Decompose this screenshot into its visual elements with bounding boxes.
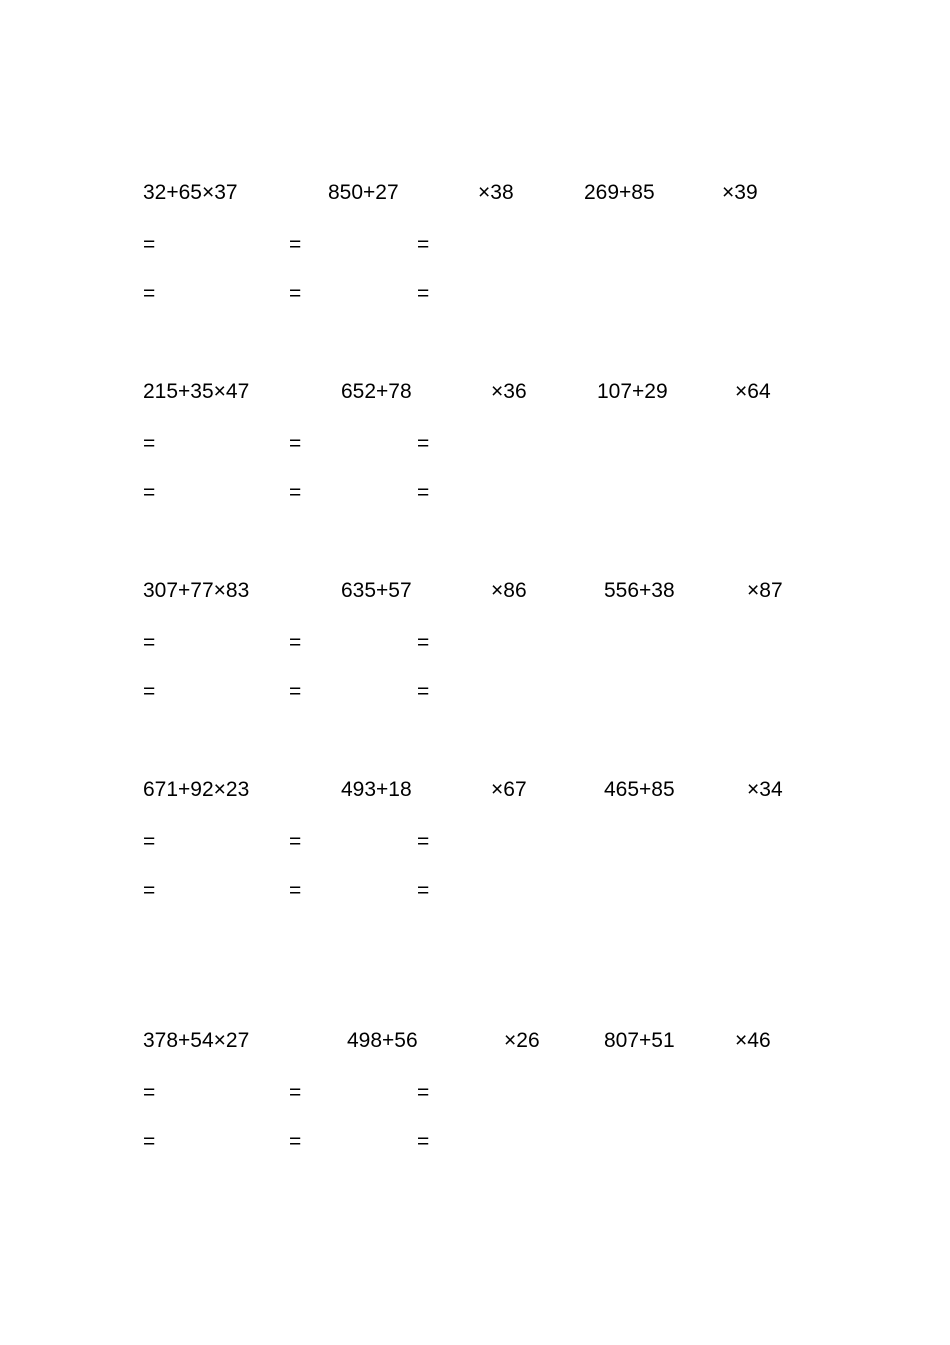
expression: 556+38 bbox=[604, 579, 675, 602]
equals-sign: = bbox=[143, 481, 156, 504]
equals-sign: = bbox=[417, 432, 430, 455]
expression: 652+78 bbox=[341, 380, 412, 403]
equals-sign: = bbox=[289, 1081, 302, 1104]
expression: 635+57 bbox=[341, 579, 412, 602]
equals-sign: = bbox=[143, 631, 156, 654]
equals-sign: = bbox=[143, 432, 156, 455]
equals-sign: = bbox=[289, 879, 302, 902]
equals-sign: = bbox=[417, 233, 430, 256]
expression: 107+29 bbox=[597, 380, 668, 403]
problem-group bbox=[0, 1029, 950, 1159]
equals-sign: = bbox=[417, 1081, 430, 1104]
equals-sign: = bbox=[417, 680, 430, 703]
expression: ×64 bbox=[735, 380, 771, 403]
expression: 32+65×37 bbox=[143, 181, 238, 204]
equals-sign: = bbox=[289, 481, 302, 504]
expression: 498+56 bbox=[347, 1029, 418, 1052]
expression: ×26 bbox=[504, 1029, 540, 1052]
equals-sign: = bbox=[289, 233, 302, 256]
problem-group bbox=[0, 778, 950, 908]
equals-sign: = bbox=[143, 1130, 156, 1153]
equals-sign: = bbox=[289, 1130, 302, 1153]
equals-sign: = bbox=[417, 830, 430, 853]
expression: ×86 bbox=[491, 579, 527, 602]
equals-sign: = bbox=[417, 631, 430, 654]
problem-group bbox=[0, 181, 950, 311]
expression: ×87 bbox=[747, 579, 783, 602]
expression: ×36 bbox=[491, 380, 527, 403]
equals-sign: = bbox=[417, 282, 430, 305]
expression: 269+85 bbox=[584, 181, 655, 204]
expression: ×46 bbox=[735, 1029, 771, 1052]
expression: 671+92×23 bbox=[143, 778, 250, 801]
equals-sign: = bbox=[289, 680, 302, 703]
equals-sign: = bbox=[143, 282, 156, 305]
expression: 465+85 bbox=[604, 778, 675, 801]
equals-sign: = bbox=[417, 879, 430, 902]
equals-sign: = bbox=[289, 830, 302, 853]
equals-sign: = bbox=[289, 432, 302, 455]
equals-sign: = bbox=[143, 680, 156, 703]
problem-group bbox=[0, 579, 950, 709]
expression: ×67 bbox=[491, 778, 527, 801]
expression: 807+51 bbox=[604, 1029, 675, 1052]
equals-sign: = bbox=[417, 1130, 430, 1153]
expression: 850+27 bbox=[328, 181, 399, 204]
equals-sign: = bbox=[143, 830, 156, 853]
equals-sign: = bbox=[143, 233, 156, 256]
equals-sign: = bbox=[417, 481, 430, 504]
expression: 215+35×47 bbox=[143, 380, 250, 403]
equals-sign: = bbox=[143, 1081, 156, 1104]
expression: 378+54×27 bbox=[143, 1029, 250, 1052]
expression: ×39 bbox=[722, 181, 758, 204]
equals-sign: = bbox=[289, 282, 302, 305]
expression: ×38 bbox=[478, 181, 514, 204]
expression: 307+77×83 bbox=[143, 579, 250, 602]
expression: ×34 bbox=[747, 778, 783, 801]
expression: 493+18 bbox=[341, 778, 412, 801]
equals-sign: = bbox=[289, 631, 302, 654]
problem-group bbox=[0, 380, 950, 510]
equals-sign: = bbox=[143, 879, 156, 902]
